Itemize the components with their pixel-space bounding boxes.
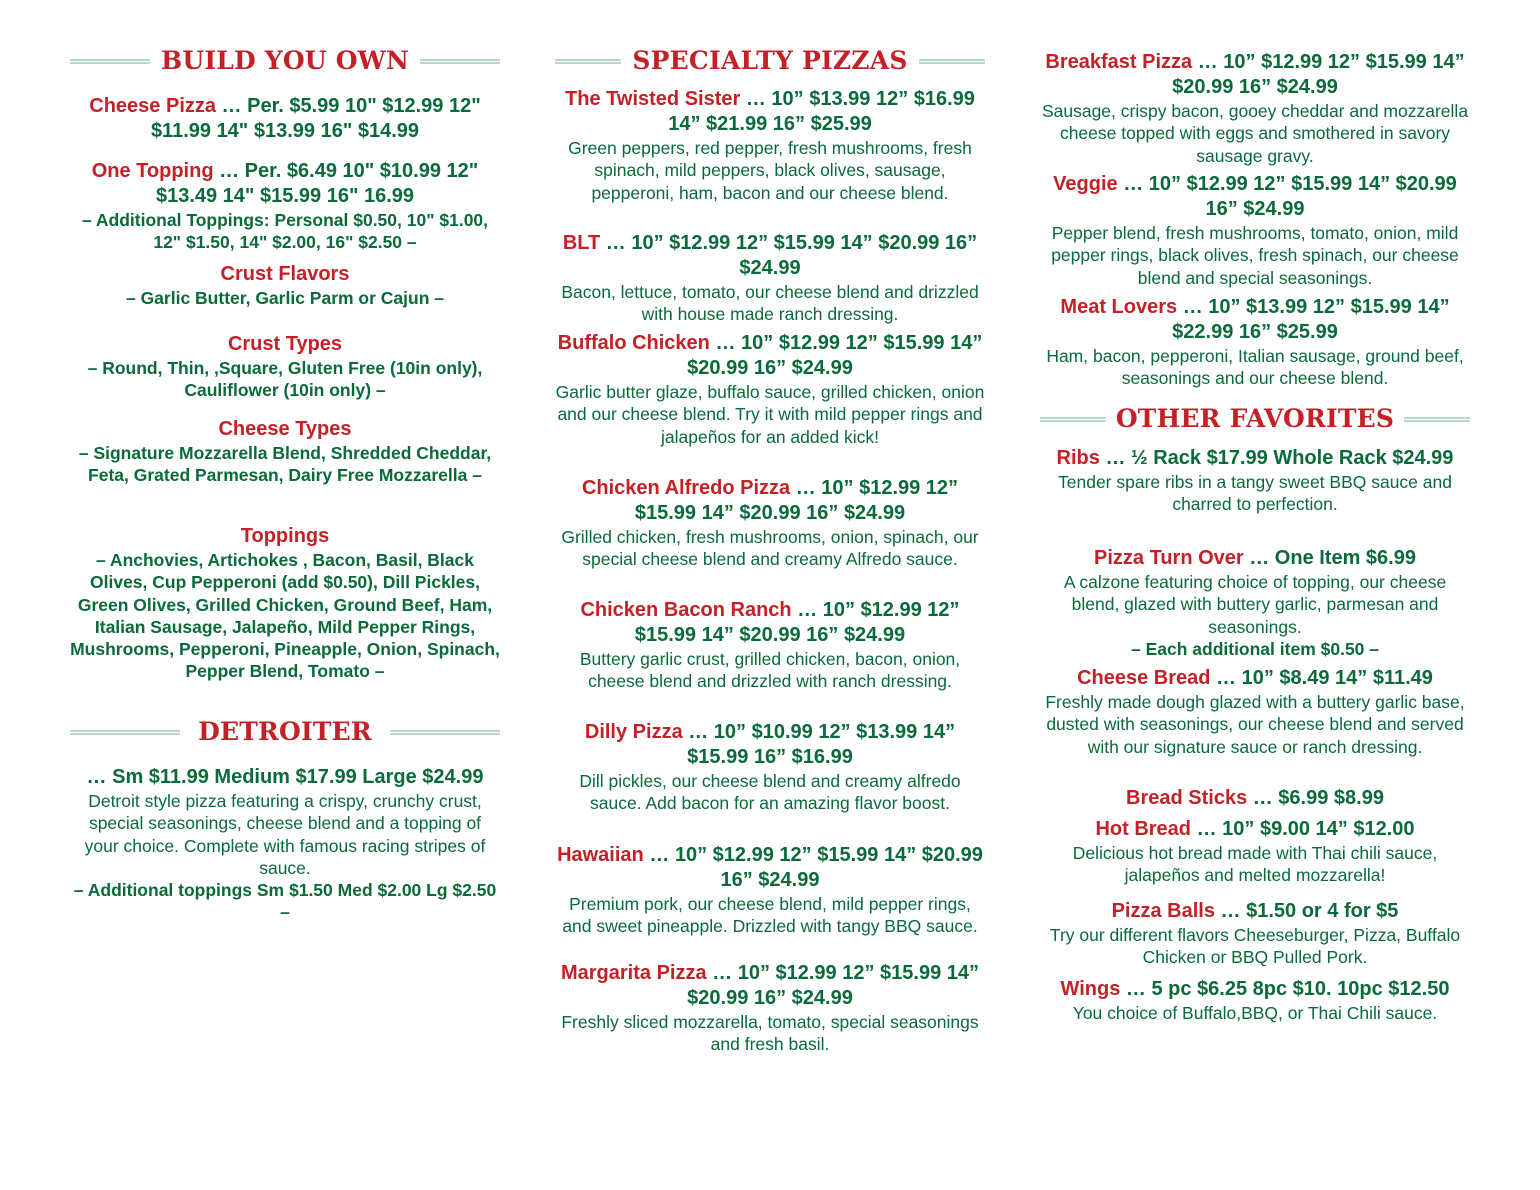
item-name: Cheese Pizza	[89, 95, 216, 117]
additional-item-note: – Each additional item $0.50 –	[1130, 638, 1380, 659]
item-name: BLT	[562, 232, 601, 254]
item-name: Ribs	[1056, 447, 1100, 469]
item-name: Chicken Bacon Ranch	[580, 599, 792, 621]
item-name: Pizza Balls	[1111, 900, 1215, 922]
specialty-pizzas-header	[555, 41, 985, 81]
item-name: Chicken Alfredo Pizza	[581, 477, 791, 499]
detroiter-prices: … Sm $11.99 Medium $17.99 Large $24.99	[86, 766, 484, 788]
item-name: The Twisted Sister	[565, 88, 741, 110]
cheese-types-title: Cheese Types	[218, 418, 352, 440]
build-your-own-title: BUILD YOU OWN	[160, 46, 410, 75]
pizza-turn-over-item	[1040, 546, 1470, 660]
item-description: You choice of Buffalo,BBQ, or Thai Chili sauce.	[1072, 1003, 1438, 1023]
one-topping-item	[70, 159, 500, 254]
item-description: Pepper blend, fresh mushrooms, tomato, onion, mild pepper rings, black olives, fresh spinach, our cheese blend and special seasonings.	[1051, 223, 1459, 288]
specialty-item-chicken-bacon-ranch	[555, 598, 985, 693]
item-description: A calzone featuring choice of topping, our cheese blend, glazed with buttery garlic, parmesan and seasonings.	[1063, 572, 1447, 637]
item-prices: … ½ Rack $17.99 Whole Rack $24.99	[1099, 447, 1454, 469]
item-name: Buffalo Chicken	[557, 332, 710, 354]
item-name: Margarita Pizza	[560, 962, 707, 984]
detroiter-item	[70, 765, 500, 924]
toppings-list: – Anchovies, Artichokes , Bacon, Basil, Black Olives, Cup Pepperoni (add $0.50), Dill Pickles, Green Olives, Grilled Chicken, Ground Beef, Ham, Italian Sausage, Jalapeño, Mild Pepper Rings, Mushrooms, Pepperoni, Pineapple, Onion, Spinach, Pepper Blend, Tomato –	[70, 550, 500, 682]
item-prices: … 10” $12.99 12” $15.99 14” $20.99 16” $24.99	[1172, 51, 1465, 98]
item-name: Dilly Pizza	[584, 721, 683, 743]
item-description: Grilled chicken, fresh mushrooms, onion, spinach, our special cheese blend and creamy Alfredo sauce.	[561, 527, 979, 570]
item-prices: … 10” $13.99 12” $16.99 14” $21.99 16” $25.99	[668, 88, 975, 135]
specialty-pizzas-title: SPECIALTY PIZZAS	[632, 46, 908, 75]
crust-flavors	[70, 262, 500, 309]
item-description: Garlic butter glaze, buffalo sauce, grilled chicken, onion and our cheese blend. Try it with mild pepper rings and jalapeños for an added kick!	[555, 382, 985, 447]
item-prices: … Per. $6.49 10" $10.99 12" $13.49 14" $15.99 16" 16.99	[155, 160, 479, 207]
wings-item	[1040, 977, 1470, 1024]
crust-flavors-title: Crust Flavors	[220, 263, 350, 285]
item-prices: … 10” $12.99 12” $15.99 14” $20.99 16” $24.99	[1117, 173, 1457, 220]
item-description: Delicious hot bread made with Thai chili sauce, jalapeños and melted mozzarella!	[1072, 843, 1438, 886]
item-prices: … 10” $12.99 12” $15.99 14” $20.99 16” $24.99	[634, 599, 960, 646]
bread-sticks-item	[1040, 786, 1470, 811]
specialty-item-hawaiian	[555, 843, 985, 938]
item-prices: … 10” $12.99 12” $15.99 14” $20.99 16” $24.99	[687, 332, 983, 379]
other-favorites-header	[1040, 399, 1470, 439]
item-prices: … Per. $5.99 10" $12.99 12" $11.99 14" $13.99 16" $14.99	[150, 95, 481, 142]
cheese-bread-item	[1040, 666, 1470, 758]
detroiter-title: DETROITER	[198, 717, 372, 746]
toppings-title: Toppings	[240, 525, 330, 547]
detroiter-toppings-note: – Additional toppings Sm $1.50 Med $2.00 Lg $2.50 –	[73, 880, 497, 923]
item-prices: … 10” $12.99 12” $15.99 14” $20.99 16” $24.99	[687, 962, 980, 1009]
build-your-own-header	[70, 41, 500, 81]
cheese-pizza-item	[70, 94, 500, 144]
item-description: Buttery garlic crust, grilled chicken, bacon, onion, cheese blend and drizzled with ranch dressing.	[579, 649, 961, 692]
item-prices: … 10” $12.99 12” $15.99 14” $20.99 16” $24.99	[600, 232, 978, 279]
item-description: Tender spare ribs in a tangy sweet BBQ sauce and charred to perfection.	[1058, 472, 1452, 515]
specialty-item-breakfast-pizza	[1040, 50, 1470, 167]
item-description: Freshly sliced mozzarella, tomato, special seasonings and fresh basil.	[561, 1012, 979, 1055]
item-name: Meat Lovers	[1060, 296, 1178, 318]
crust-types-list: – Round, Thin, ,Square, Gluten Free (10in only), Cauliflower (10in only) –	[87, 358, 483, 401]
item-name: Breakfast Pizza	[1045, 51, 1193, 73]
detroiter-description: Detroit style pizza featuring a crispy, crunchy crust, special seasonings, cheese blend and a topping of your choice. Complete with famous racing stripes of sauce.	[84, 791, 486, 878]
item-description: Premium pork, our cheese blend, mild pepper rings, and sweet pineapple. Drizzled with tangy BBQ sauce.	[562, 894, 978, 937]
item-prices: … One Item $6.99	[1243, 547, 1416, 569]
specialty-item-chicken-alfredo	[555, 476, 985, 571]
crust-flavors-list: – Garlic Butter, Garlic Parm or Cajun –	[125, 288, 445, 308]
crust-types-title: Crust Types	[227, 333, 343, 355]
specialty-item-twisted-sister	[555, 87, 985, 204]
item-prices: … $6.99 $8.99	[1247, 787, 1384, 809]
item-name: Hawaiian	[557, 844, 644, 866]
item-description: Ham, bacon, pepperoni, Italian sausage, ground beef, seasonings and our cheese blend.	[1046, 346, 1464, 389]
item-prices: … 5 pc $6.25 8pc $10. 10pc $12.50	[1120, 978, 1450, 1000]
additional-toppings-note: – Additional Toppings: Personal $0.50, 10" $1.00, 12" $1.50, 14" $2.00, 16" $2.50 –	[81, 210, 489, 253]
item-name: Pizza Turn Over	[1094, 547, 1244, 569]
specialty-item-blt	[555, 231, 985, 326]
item-name: One Topping	[91, 160, 214, 182]
specialty-item-veggie	[1040, 172, 1470, 289]
item-name: Veggie	[1053, 173, 1118, 195]
item-name: Hot Bread	[1095, 818, 1192, 840]
item-prices: … 10” $8.49 14” $11.49	[1210, 667, 1433, 689]
item-prices: … 10” $12.99 12” $15.99 14” $20.99 16” $24.99	[634, 477, 959, 524]
specialty-item-dilly-pizza	[555, 720, 985, 815]
item-description: Green peppers, red pepper, fresh mushrooms, fresh spinach, mild peppers, black olives, sausage, pepperoni, ham, bacon and our cheese blend.	[568, 138, 972, 203]
cheese-types-list: – Signature Mozzarella Blend, Shredded Cheddar, Feta, Grated Parmesan, Dairy Free Mozzarella –	[78, 443, 492, 486]
item-description: Sausage, crispy bacon, gooey cheddar and mozzarella cheese topped with eggs and smothered in savory sausage gravy.	[1041, 101, 1469, 166]
specialty-item-buffalo-chicken	[555, 331, 985, 448]
item-description: Freshly made dough glazed with a buttery garlic base, dusted with seasonings, our cheese blend and served with our signature sauce or ranch dressing.	[1045, 692, 1465, 757]
item-description: Dill pickles, our cheese blend and creamy alfredo sauce. Add bacon for an amazing flavor boost.	[579, 771, 961, 814]
item-prices: … 10” $10.99 12” $13.99 14” $15.99 16” $16.99	[682, 721, 956, 768]
item-name: Wings	[1060, 978, 1121, 1000]
specialty-item-meat-lovers	[1040, 295, 1470, 390]
ribs-item	[1040, 446, 1470, 516]
cheese-types	[70, 417, 500, 487]
toppings	[70, 524, 500, 683]
item-name: Bread Sticks	[1126, 787, 1248, 809]
other-favorites-title: OTHER FAVORITES	[1115, 404, 1395, 433]
specialty-item-margarita	[555, 961, 985, 1056]
item-prices: … 10” $13.99 12” $15.99 14” $22.99 16” $25.99	[1172, 296, 1450, 343]
pizza-balls-item	[1040, 899, 1470, 969]
item-name: Cheese Bread	[1077, 667, 1211, 689]
detroiter-header	[70, 712, 500, 752]
item-description: Bacon, lettuce, tomato, our cheese blend and drizzled with house made ranch dressing.	[561, 282, 979, 325]
item-prices: … 10” $9.00 14” $12.00	[1191, 818, 1415, 840]
item-description: Try our different flavors Cheeseburger, Pizza, Buffalo Chicken or BBQ Pulled Pork.	[1049, 925, 1461, 968]
crust-types	[70, 332, 500, 402]
hot-bread-item	[1040, 817, 1470, 887]
item-prices: … 10” $12.99 12” $15.99 14” $20.99 16” $24.99	[643, 844, 983, 891]
item-prices: … $1.50 or 4 for $5	[1214, 900, 1399, 922]
